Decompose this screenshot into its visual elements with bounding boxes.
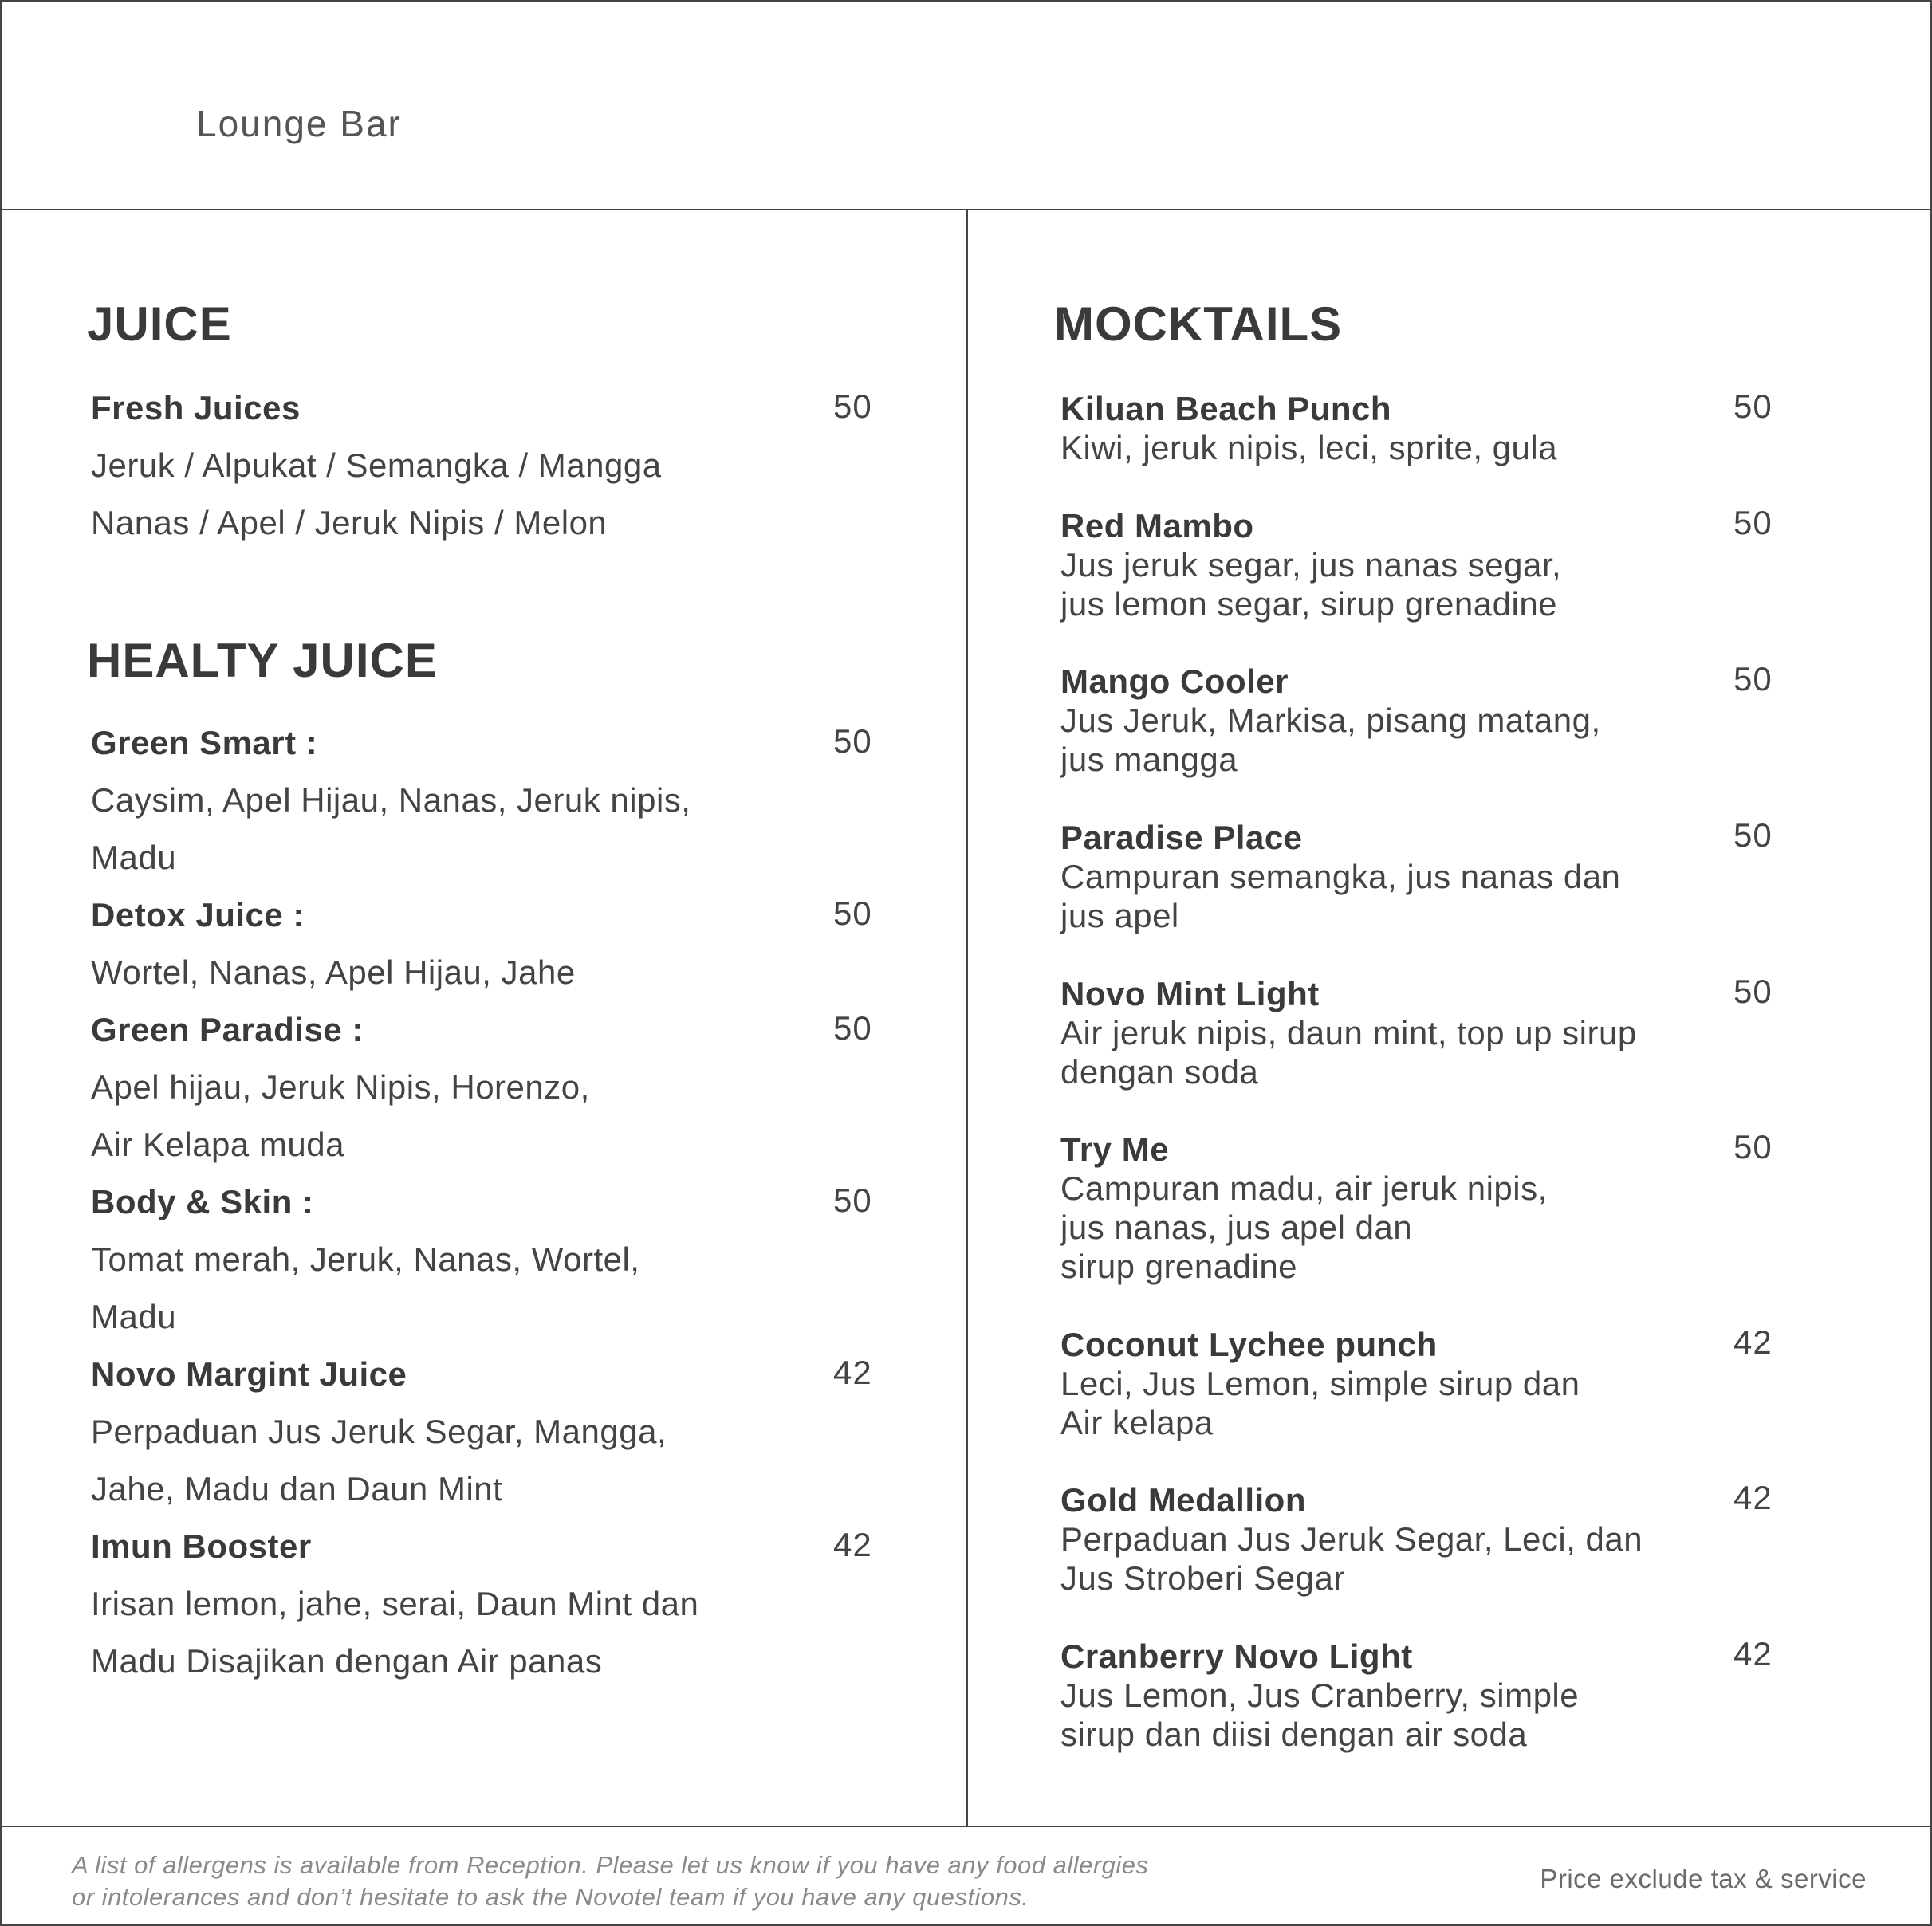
menu-item-desc: Air jeruk nipis, daun mint, top up sirup: [1060, 1014, 1637, 1051]
mocktails-section-title: MOCKTAILS: [1054, 297, 1343, 351]
menu-item-desc: Kiwi, jeruk nipis, leci, sprite, gula: [1060, 429, 1558, 466]
menu-item-price: 42: [1733, 1479, 1773, 1516]
menu-item-desc: sirup dan diisi dengan air soda: [1060, 1716, 1528, 1753]
menu-item-desc: Nanas / Apel / Jeruk Nipis / Melon: [91, 504, 608, 541]
menu-item-name: Novo Margint Juice: [91, 1355, 407, 1393]
menu-item-desc: Perpaduan Jus Jeruk Segar, Mangga,: [91, 1413, 667, 1450]
menu-item-price: 50: [1733, 504, 1773, 541]
menu-item-price: 50: [833, 1009, 872, 1047]
menu-item-price: 50: [833, 894, 872, 932]
menu-item-desc: Wortel, Nanas, Apel Hijau, Jahe: [91, 953, 576, 991]
menu-item-price: 50: [833, 1181, 872, 1219]
menu-item-price: 50: [1733, 1128, 1773, 1165]
menu-item-name: Cranberry Novo Light: [1060, 1637, 1413, 1675]
allergen-note-line: A list of allergens is available from Reception. Please let us know if you have any food allergies: [72, 1851, 1149, 1879]
menu-item-desc: Jus Stroberi Segar: [1060, 1559, 1345, 1597]
allergen-note-line: or intolerances and don’t hesitate to ask the Novotel team if you have any questions.: [72, 1883, 1029, 1911]
menu-item-desc: Madu: [91, 1298, 177, 1335]
menu-item-desc: Perpaduan Jus Jeruk Segar, Leci, dan: [1060, 1520, 1643, 1558]
juice-section-title: JUICE: [87, 297, 232, 351]
menu-item-price: 50: [833, 722, 872, 760]
menu-item-name: Coconut Lychee punch: [1060, 1326, 1438, 1363]
menu-item-desc: jus lemon segar, sirup grenadine: [1060, 585, 1558, 623]
menu-item-desc: Campuran semangka, jus nanas dan: [1060, 858, 1621, 895]
menu-item-desc: Air Kelapa muda: [91, 1126, 345, 1163]
menu-item-name: Try Me: [1060, 1130, 1170, 1168]
menu-item-price: 42: [833, 1526, 872, 1563]
menu-item-desc: Tomat merah, Jeruk, Nanas, Wortel,: [91, 1240, 640, 1278]
menu-item-desc: sirup grenadine: [1060, 1248, 1298, 1285]
menu-item-desc: Leci, Jus Lemon, simple sirup dan: [1060, 1365, 1580, 1402]
menu-item-desc: Campuran madu, air jeruk nipis,: [1060, 1169, 1548, 1207]
menu-item-name: Fresh Juices: [91, 389, 301, 426]
menu-item-price: 50: [1733, 387, 1773, 425]
footer: [2, 1826, 1930, 1926]
menu-item-desc: jus nanas, jus apel dan: [1060, 1209, 1413, 1246]
menu-item-desc: Irisan lemon, jahe, serai, Daun Mint dan: [91, 1585, 699, 1622]
menu-item-desc: Jus jeruk segar, jus nanas segar,: [1060, 546, 1562, 584]
menu-item-price: 50: [833, 387, 872, 425]
menu-item-desc: Jeruk / Alpukat / Semangka / Mangga: [91, 446, 662, 484]
menu-item-name: Red Mambo: [1060, 507, 1254, 544]
venue-title: Lounge Bar: [196, 103, 402, 144]
header: [2, 2, 1930, 210]
menu-item-desc: dengan soda: [1060, 1053, 1259, 1091]
menu-item-price: 50: [1733, 973, 1773, 1010]
menu-item-desc: Madu: [91, 839, 177, 876]
menu-item-name: Green Smart :: [91, 724, 318, 761]
menu-item-name: Imun Booster: [91, 1527, 312, 1565]
menu-item-name: Body & Skin :: [91, 1183, 314, 1220]
menu-item-desc: Jus Lemon, Jus Cranberry, simple: [1060, 1676, 1580, 1714]
menu-item-name: Paradise Place: [1060, 819, 1303, 856]
menu-item-desc: Apel hijau, Jeruk Nipis, Horenzo,: [91, 1068, 590, 1106]
menu-item-price: 42: [1733, 1323, 1773, 1361]
menu-item-name: Mango Cooler: [1060, 662, 1289, 700]
menu-item-name: Gold Medallion: [1060, 1481, 1306, 1519]
menu-item-desc: jus mangga: [1060, 741, 1238, 778]
allergen-note: [72, 1849, 1149, 1913]
menu-item-price: 42: [1733, 1635, 1773, 1672]
menu-item-price: 42: [833, 1354, 872, 1391]
menu-item-name: Novo Mint Light: [1060, 975, 1320, 1012]
menu-item-price: 50: [1733, 660, 1773, 698]
menu-item-desc: Jus Jeruk, Markisa, pisang matang,: [1060, 702, 1601, 739]
menu-item-desc: jus apel: [1060, 897, 1179, 934]
menu-item-desc: Jahe, Madu dan Daun Mint: [91, 1470, 503, 1507]
column-divider: [966, 210, 968, 1826]
menu-item-desc: Air kelapa: [1060, 1404, 1214, 1441]
menu-item-name: Kiluan Beach Punch: [1060, 390, 1392, 427]
menu-item-name: Green Paradise :: [91, 1011, 364, 1048]
menu-item-name: Detox Juice :: [91, 896, 305, 934]
menu-item-price: 50: [1733, 816, 1773, 854]
menu-item-desc: Madu Disajikan dengan Air panas: [91, 1642, 603, 1680]
menu-item-desc: Caysim, Apel Hijau, Nanas, Jeruk nipis,: [91, 781, 691, 819]
price-note: Price exclude tax & service: [1540, 1864, 1867, 1893]
healty-juice-section-title: HEALTY JUICE: [87, 634, 438, 687]
